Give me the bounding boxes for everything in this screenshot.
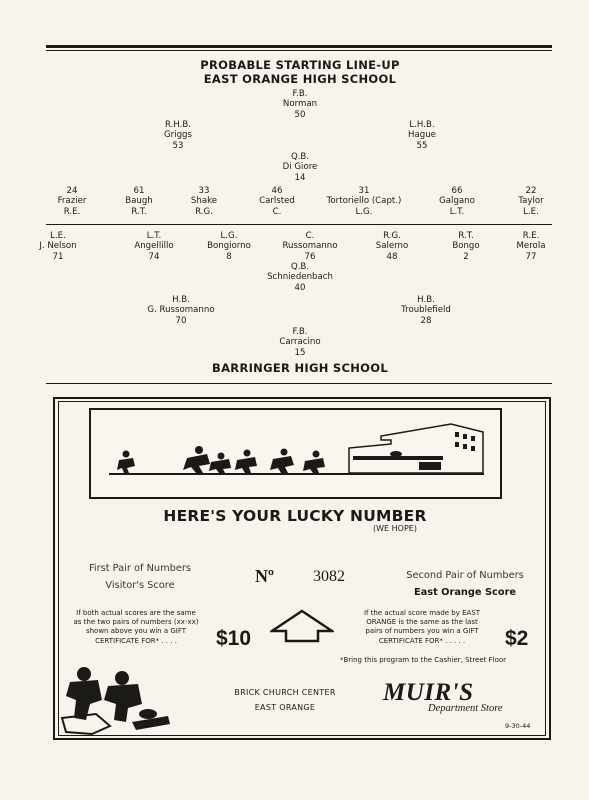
- eo-line-player: [164, 186, 244, 217]
- bar-line-num: 76: [304, 251, 316, 262]
- right-prize-rules: [352, 609, 492, 646]
- left-rule-line: CERTIFICATE FOR* . . . .: [95, 636, 177, 645]
- bar-line-pos: R.E.: [522, 231, 540, 241]
- left-rule-line: If both actual scores are the same: [76, 609, 196, 617]
- eo-line-num: 61: [133, 186, 145, 196]
- bar-line-player: [352, 231, 432, 262]
- eo-rhb-num: 53: [172, 140, 184, 151]
- eo-lhb-num: 55: [416, 140, 428, 151]
- eo-qb-num: 14: [294, 172, 306, 183]
- bar-line-player: [270, 231, 350, 262]
- bar-line-num: 48: [386, 251, 398, 262]
- bar-line-name: Russomanno: [282, 241, 338, 252]
- running-players-and-store-icon: [91, 410, 496, 493]
- up-arrow-icon: [270, 609, 334, 643]
- bar-line-name: Salerno: [375, 241, 409, 252]
- eo-right-halfback: [128, 120, 228, 151]
- eo-qb-name: Di Giore: [282, 162, 318, 173]
- eo-line-pos: R.G.: [195, 206, 213, 217]
- cashier-footnote: *Bring this program to the Cashier, Street Floor: [340, 656, 507, 664]
- bar-line-pos: R.T.: [458, 231, 474, 241]
- top-rule-thick: [46, 45, 552, 48]
- football-players-illustration: [89, 408, 502, 499]
- eo-rhb-pos: R.H.B.: [164, 120, 192, 130]
- eo-line-name: Taylor: [518, 196, 544, 207]
- right-rule-line: pairs of numbers you win a GIFT: [365, 627, 479, 636]
- store-logo-sub: Department Store: [428, 703, 503, 714]
- bar-hb-num: 28: [420, 315, 432, 326]
- eo-line-name: Galgano: [439, 196, 475, 207]
- right-rule-line: CERTIFICATE FOR* . . . . .: [378, 636, 466, 645]
- away-team-title: BARRINGER HIGH SCHOOL: [212, 361, 388, 375]
- eo-line-num: 46: [271, 186, 283, 196]
- bar-hb-pos: H.B.: [417, 295, 435, 305]
- eo-line-player: [417, 186, 497, 217]
- eo-qb-pos: Q.B.: [290, 152, 310, 162]
- eo-line-pos: R.E.: [63, 206, 81, 217]
- bar-hb-pos: H.B.: [172, 295, 190, 305]
- home-team-title: EAST ORANGE HIGH SCHOOL: [203, 72, 397, 86]
- eo-quarterback: [250, 152, 350, 183]
- eo-lhb-pos: L.H.B.: [409, 120, 435, 130]
- football-tackle-illustration: [56, 664, 174, 738]
- left-prize-amount: $10: [216, 627, 252, 650]
- eo-line-name: Carlsted: [259, 196, 295, 207]
- bar-line-pos: R.G.: [383, 231, 401, 241]
- eo-line-num: 33: [198, 186, 210, 196]
- bar-qb-name: Schniedenbach: [267, 272, 333, 283]
- bar-line-num: 77: [525, 251, 537, 262]
- lucky-number-sub: (WE HOPE): [373, 524, 417, 533]
- right-rule-line: If the actual score made by EAST: [363, 609, 481, 617]
- left-rule-line: shown above you win a GIFT: [85, 627, 187, 636]
- lucky-number-headline: HERE'S YOUR LUCKY NUMBER: [163, 507, 427, 525]
- eo-line-name: Frazier: [57, 196, 87, 207]
- bar-line-player: [18, 231, 98, 262]
- bar-qb-num: 40: [294, 282, 306, 293]
- bar-fullback: [250, 327, 350, 358]
- eo-line-num: 24: [66, 186, 78, 196]
- right-label-second-pair: Second Pair of Numbers: [406, 570, 524, 581]
- bar-line-player: [494, 231, 568, 262]
- bar-line-name: Angellillo: [134, 241, 174, 252]
- eo-fb-num: 50: [294, 109, 306, 120]
- bar-line-num: 2: [463, 251, 469, 262]
- left-label-first-pair: First Pair of Numbers: [88, 563, 192, 574]
- eo-line-pos: L.E.: [523, 206, 539, 217]
- left-label-visitor-score: Visitor's Score: [105, 580, 175, 591]
- bar-line-pos: L.T.: [146, 231, 162, 241]
- bar-line-name: J. Nelson: [39, 241, 77, 252]
- right-prize-amount: $2: [505, 627, 529, 650]
- bar-line-pos: L.G.: [220, 231, 238, 241]
- lucky-number: 3082: [313, 568, 345, 585]
- eo-line-pos: L.T.: [449, 206, 465, 217]
- bar-line-num: 74: [148, 251, 160, 262]
- eo-fullback: [250, 89, 350, 120]
- top-rule-thin: [46, 50, 552, 51]
- store-logo-name: MUIR'S: [383, 679, 474, 706]
- section-rule: [46, 383, 552, 384]
- left-prize-rules: [66, 609, 206, 646]
- eo-line-num: 66: [451, 186, 463, 196]
- bar-right-halfback: [366, 295, 486, 326]
- bar-hb-num: 70: [175, 315, 187, 326]
- right-label-east-orange-score: East Orange Score: [413, 587, 517, 598]
- bar-line-player: [114, 231, 194, 262]
- bar-fb-pos: F.B.: [292, 327, 308, 337]
- bar-fb-num: 15: [294, 347, 306, 358]
- bar-left-halfback: [121, 295, 241, 326]
- eo-line-pos: C.: [272, 206, 282, 217]
- eo-rhb-name: Griggs: [164, 130, 192, 141]
- bar-qb-pos: Q.B.: [290, 262, 310, 272]
- bar-line-player: [189, 231, 269, 262]
- eo-line-name: Tortoriello (Capt.): [326, 196, 402, 207]
- bar-hb-name: G. Russomanno: [147, 305, 215, 316]
- bar-line-num: 8: [226, 251, 232, 262]
- right-rule-line: ORANGE is the same as the last: [366, 618, 478, 627]
- left-rule-line: as the two pairs of numbers (xx-xx): [73, 618, 199, 627]
- number-sign: Nº: [255, 566, 274, 586]
- bar-hb-name: Troublefield: [401, 305, 451, 316]
- bar-line-name: Merola: [516, 241, 546, 252]
- program-code: 9-30-44: [505, 722, 531, 730]
- eo-left-halfback: [372, 120, 472, 151]
- bar-line-name: Bongiorno: [207, 241, 251, 252]
- eo-line-player: [494, 186, 568, 217]
- eo-fb-pos: F.B.: [292, 89, 308, 99]
- lineup-title: PROBABLE STARTING LINE-UP: [200, 58, 400, 72]
- eo-line-name: Baugh: [125, 196, 153, 207]
- eo-line-pos: R.T.: [131, 206, 147, 217]
- scrimmage-line: [46, 224, 552, 225]
- eo-fb-name: Norman: [282, 99, 318, 110]
- bar-line-pos: C.: [305, 231, 315, 241]
- eo-line-num: 31: [358, 186, 370, 196]
- eo-line-name: Shake: [190, 196, 218, 207]
- bar-fb-name: Carracino: [279, 337, 321, 348]
- eo-line-player: [304, 186, 424, 217]
- store-address-line-1: BRICK CHURCH CENTER: [234, 688, 336, 697]
- eo-line-pos: L.G.: [355, 206, 373, 217]
- bar-line-name: Bongo: [452, 241, 480, 252]
- bar-quarterback: [240, 262, 360, 293]
- bar-line-num: 71: [52, 251, 64, 262]
- bar-line-pos: L.E.: [50, 231, 66, 241]
- eo-line-num: 22: [525, 186, 537, 196]
- eo-lhb-name: Hague: [408, 130, 436, 141]
- store-address-line-2: EAST ORANGE: [254, 703, 316, 712]
